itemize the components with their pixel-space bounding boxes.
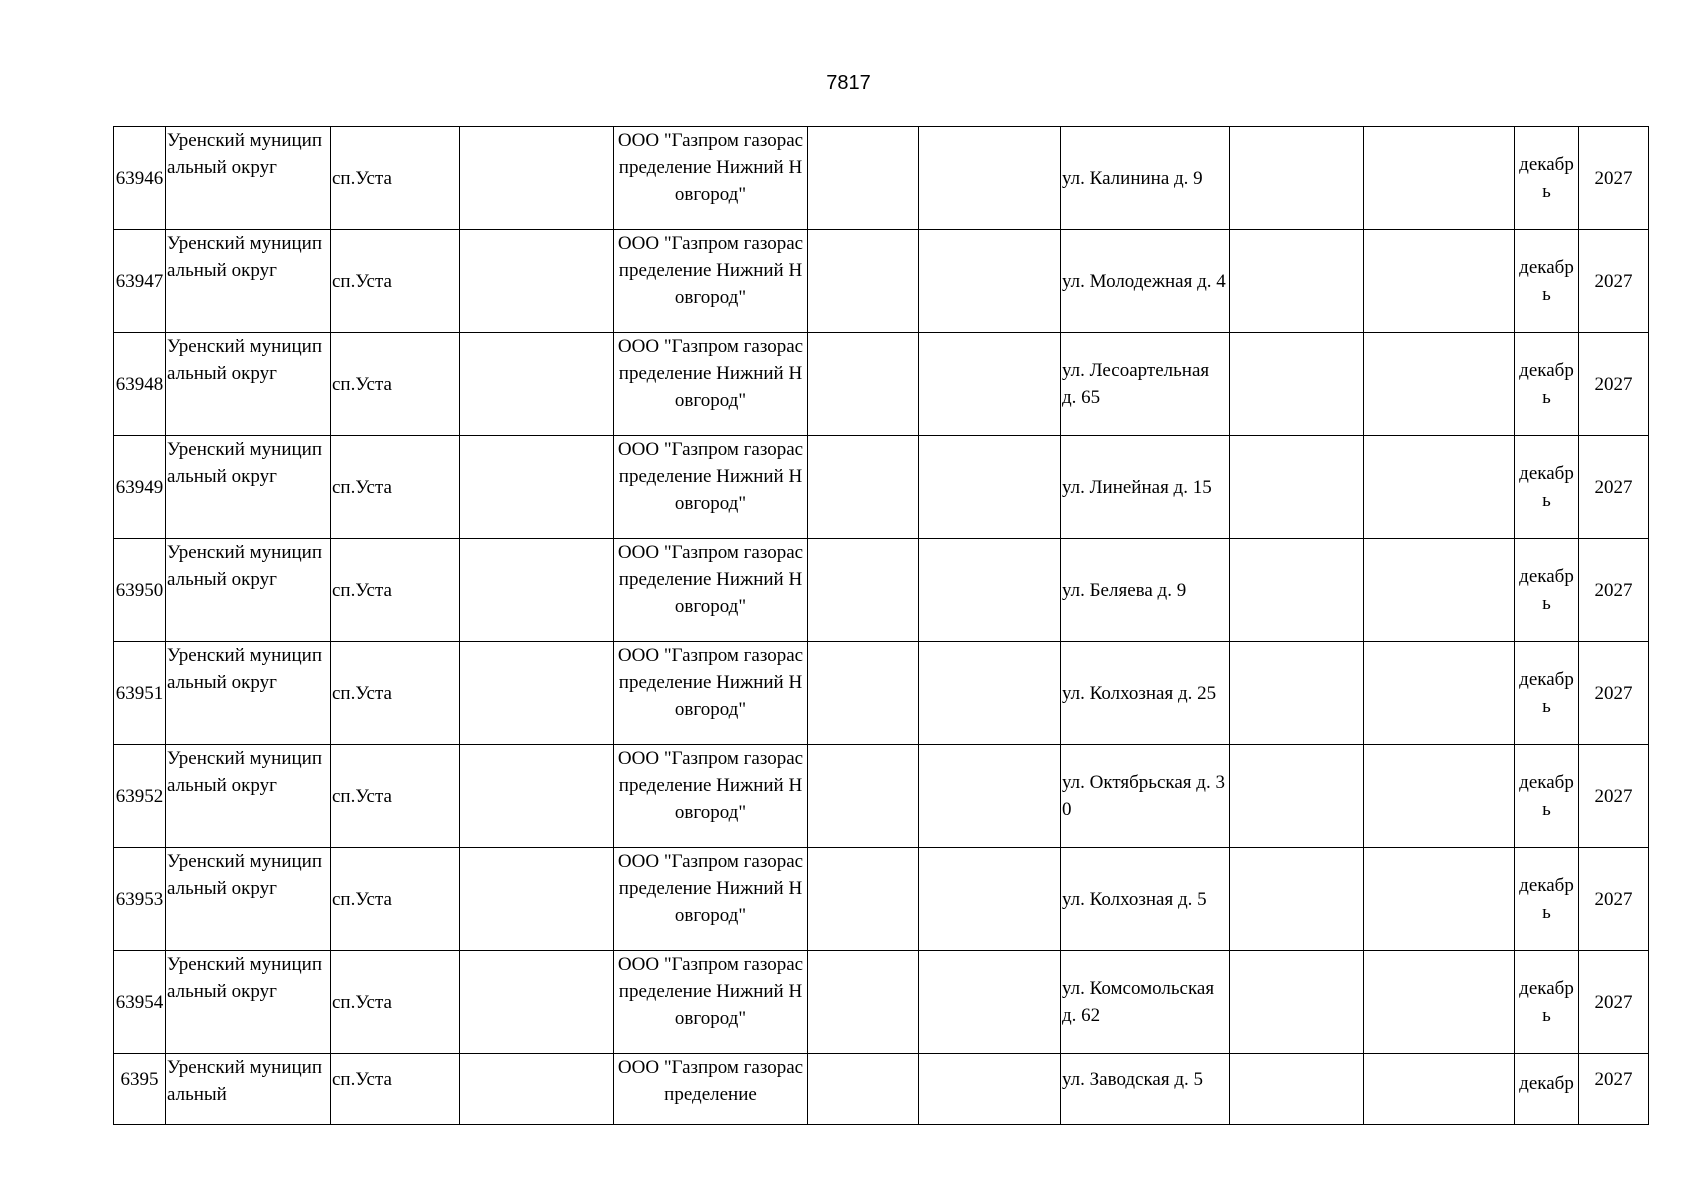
empty-cell xyxy=(1364,436,1515,539)
empty-cell xyxy=(460,230,614,333)
empty-cell xyxy=(460,951,614,1054)
empty-cell xyxy=(808,642,919,745)
empty-cell xyxy=(919,230,1061,333)
month-cell: декабрь xyxy=(1515,436,1579,539)
year-cell: 2027 xyxy=(1579,230,1649,333)
empty-cell xyxy=(919,1054,1061,1125)
settlement-cell: сп.Уста xyxy=(331,848,460,951)
empty-cell xyxy=(460,127,614,230)
table-row xyxy=(114,745,1649,848)
month-cell: декабрь xyxy=(1515,642,1579,745)
table-row xyxy=(114,333,1649,436)
register-body xyxy=(114,127,1649,1125)
district-cell: Уренский муниципальный округ xyxy=(166,539,331,642)
month-cell: декабрь xyxy=(1515,951,1579,1054)
empty-cell xyxy=(1364,848,1515,951)
empty-cell xyxy=(919,745,1061,848)
year-cell: 2027 xyxy=(1579,436,1649,539)
table-row xyxy=(114,642,1649,745)
record-number-cell: 63952 xyxy=(114,745,166,848)
record-number-cell: 63950 xyxy=(114,539,166,642)
month-cell: декабрь xyxy=(1515,848,1579,951)
empty-cell xyxy=(919,333,1061,436)
month-cell: декабрь xyxy=(1515,539,1579,642)
empty-cell xyxy=(919,127,1061,230)
address-cell: ул. Молодежная д. 4 xyxy=(1061,230,1230,333)
district-cell: Уренский муниципальный округ xyxy=(166,642,331,745)
empty-cell xyxy=(1364,745,1515,848)
table-row xyxy=(114,127,1649,230)
record-number-cell: 6395 xyxy=(114,1054,166,1125)
year-cell: 2027 xyxy=(1579,951,1649,1054)
settlement-cell: сп.Уста xyxy=(331,333,460,436)
empty-cell xyxy=(1364,539,1515,642)
empty-cell xyxy=(808,745,919,848)
empty-cell xyxy=(460,333,614,436)
year-cell: 2027 xyxy=(1579,539,1649,642)
empty-cell xyxy=(808,230,919,333)
organization-cell: ООО "Газпром газораспределение Нижний Новгород" xyxy=(614,436,808,539)
address-cell: ул. Колхозная д. 25 xyxy=(1061,642,1230,745)
table-row xyxy=(114,539,1649,642)
year-cell: 2027 xyxy=(1579,642,1649,745)
empty-cell xyxy=(1230,848,1364,951)
empty-cell xyxy=(1230,642,1364,745)
empty-cell xyxy=(1230,230,1364,333)
district-cell: Уренский муниципальный xyxy=(166,1054,331,1125)
settlement-cell: сп.Уста xyxy=(331,539,460,642)
organization-cell: ООО "Газпром газораспределение Нижний Новгород" xyxy=(614,848,808,951)
year-cell: 2027 xyxy=(1579,333,1649,436)
record-number-cell: 63954 xyxy=(114,951,166,1054)
table-row xyxy=(114,951,1649,1054)
record-number-cell: 63947 xyxy=(114,230,166,333)
empty-cell xyxy=(919,848,1061,951)
district-cell: Уренский муниципальный округ xyxy=(166,230,331,333)
address-cell: ул. Колхозная д. 5 xyxy=(1061,848,1230,951)
month-cell: декабр xyxy=(1515,1054,1579,1125)
organization-cell: ООО "Газпром газораспределение Нижний Новгород" xyxy=(614,642,808,745)
table-row xyxy=(114,230,1649,333)
settlement-cell: сп.Уста xyxy=(331,642,460,745)
empty-cell xyxy=(1230,1054,1364,1125)
district-cell: Уренский муниципальный округ xyxy=(166,436,331,539)
address-cell: ул. Октябрьская д. 30 xyxy=(1061,745,1230,848)
address-cell: ул. Беляева д. 9 xyxy=(1061,539,1230,642)
empty-cell xyxy=(460,1054,614,1125)
district-cell: Уренский муниципальный округ xyxy=(166,848,331,951)
district-cell: Уренский муниципальный округ xyxy=(166,127,331,230)
month-cell: декабрь xyxy=(1515,745,1579,848)
empty-cell xyxy=(808,951,919,1054)
settlement-cell: сп.Уста xyxy=(331,1054,460,1125)
empty-cell xyxy=(808,539,919,642)
organization-cell: ООО "Газпром газораспределение xyxy=(614,1054,808,1125)
empty-cell xyxy=(460,539,614,642)
empty-cell xyxy=(1230,436,1364,539)
district-cell: Уренский муниципальный округ xyxy=(166,333,331,436)
district-cell: Уренский муниципальный округ xyxy=(166,951,331,1054)
record-number-cell: 63949 xyxy=(114,436,166,539)
organization-cell: ООО "Газпром газораспределение Нижний Новгород" xyxy=(614,230,808,333)
record-number-cell: 63953 xyxy=(114,848,166,951)
address-cell: ул. Комсомольская д. 62 xyxy=(1061,951,1230,1054)
month-cell: декабрь xyxy=(1515,333,1579,436)
empty-cell xyxy=(1230,539,1364,642)
year-cell: 2027 xyxy=(1579,848,1649,951)
page-number: 7817 xyxy=(826,72,871,94)
settlement-cell: сп.Уста xyxy=(331,230,460,333)
record-number-cell: 63951 xyxy=(114,642,166,745)
empty-cell xyxy=(808,333,919,436)
empty-cell xyxy=(919,436,1061,539)
empty-cell xyxy=(919,642,1061,745)
settlement-cell: сп.Уста xyxy=(331,127,460,230)
record-number-cell: 63948 xyxy=(114,333,166,436)
organization-cell: ООО "Газпром газораспределение Нижний Новгород" xyxy=(614,333,808,436)
empty-cell xyxy=(1230,745,1364,848)
register-table xyxy=(113,126,1649,1125)
empty-cell xyxy=(1364,333,1515,436)
organization-cell: ООО "Газпром газораспределение Нижний Новгород" xyxy=(614,127,808,230)
empty-cell xyxy=(460,436,614,539)
organization-cell: ООО "Газпром газораспределение Нижний Новгород" xyxy=(614,745,808,848)
table-row xyxy=(114,848,1649,951)
empty-cell xyxy=(1364,127,1515,230)
empty-cell xyxy=(1364,230,1515,333)
district-cell: Уренский муниципальный округ xyxy=(166,745,331,848)
year-cell: 2027 xyxy=(1579,745,1649,848)
empty-cell xyxy=(919,539,1061,642)
empty-cell xyxy=(460,642,614,745)
empty-cell xyxy=(1364,1054,1515,1125)
settlement-cell: сп.Уста xyxy=(331,951,460,1054)
empty-cell xyxy=(919,951,1061,1054)
empty-cell xyxy=(1230,127,1364,230)
address-cell: ул. Калинина д. 9 xyxy=(1061,127,1230,230)
empty-cell xyxy=(460,848,614,951)
year-cell: 2027 xyxy=(1579,127,1649,230)
empty-cell xyxy=(460,745,614,848)
table-row xyxy=(114,436,1649,539)
settlement-cell: сп.Уста xyxy=(331,436,460,539)
month-cell: декабрь xyxy=(1515,230,1579,333)
address-cell: ул. Заводская д. 5 xyxy=(1061,1054,1230,1125)
organization-cell: ООО "Газпром газораспределение Нижний Новгород" xyxy=(614,951,808,1054)
address-cell: ул. Лесоартельная д. 65 xyxy=(1061,333,1230,436)
settlement-cell: сп.Уста xyxy=(331,745,460,848)
empty-cell xyxy=(808,1054,919,1125)
empty-cell xyxy=(808,848,919,951)
year-cell: 2027 xyxy=(1579,1054,1649,1125)
empty-cell xyxy=(1364,951,1515,1054)
month-cell: декабрь xyxy=(1515,127,1579,230)
record-number-cell: 63946 xyxy=(114,127,166,230)
table-row xyxy=(114,1054,1649,1125)
empty-cell xyxy=(1230,951,1364,1054)
empty-cell xyxy=(1230,333,1364,436)
empty-cell xyxy=(808,127,919,230)
empty-cell xyxy=(1364,642,1515,745)
empty-cell xyxy=(808,436,919,539)
organization-cell: ООО "Газпром газораспределение Нижний Новгород" xyxy=(614,539,808,642)
address-cell: ул. Линейная д. 15 xyxy=(1061,436,1230,539)
